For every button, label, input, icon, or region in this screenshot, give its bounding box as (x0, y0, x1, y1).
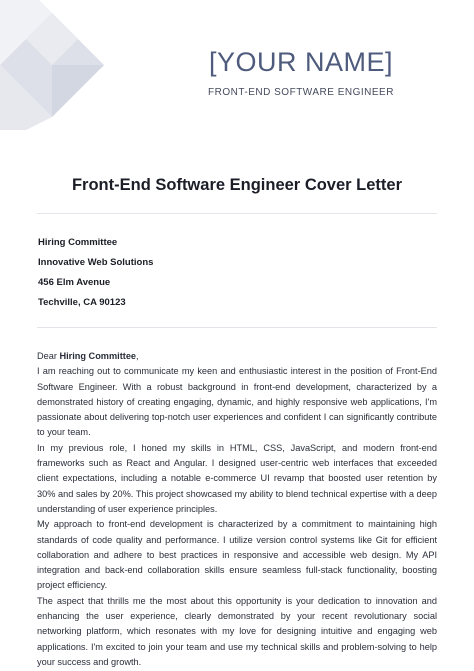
letter-body (37, 349, 437, 670)
salutation-name: Hiring Committee (59, 351, 137, 361)
recipient-street: 456 Elm Avenue (38, 277, 111, 288)
applicant-role: FRONT-END SOFTWARE ENGINEER (208, 87, 394, 98)
divider (37, 213, 437, 214)
salutation-prefix: Dear (37, 351, 60, 361)
recipient-name: Hiring Committee (38, 237, 118, 248)
decorative-diamond-pattern (0, 0, 115, 130)
page-title: Front-End Software Engineer Cover Letter (71, 176, 403, 194)
applicant-name: [YOUR NAME] (208, 47, 394, 77)
paragraph: The aspect that thrills me the most about this opportunity is your dedication to innovation and enhancing the user experience, clearly demonstrated by your recent revolutionary social networking platform, which resonates with my love for designing intuitive and engaging web applications. I'm excited to join your team and use my technical skills and problem-solving to help your success and growth. (37, 595, 437, 667)
paragraph: I am reaching out to communicate my keen and enthusiastic interest in the position of Front-End Software Engineer. With a robust background in front-end development, characterized by a demonstrated history of creating engaging, dynamic, and highly responsive web applications, I'm passionate about delivering top-notch user experiences and confident I can significantly contribute to your team. (37, 366, 437, 438)
divider (37, 327, 437, 328)
salutation-punctuation: , (136, 351, 139, 361)
recipient-city: Techville, CA 90123 (38, 297, 126, 308)
paragraph: My approach to front-end development is characterized by a commitment to maintaining high standards of code quality and performance. I utilize version control systems like Git for efficient collaboration and adhere to best practices in responsive and accessible web design. My API integration and back-end collaboration skills ensure seamless full-stack functionality, boosting project efficiency. (37, 519, 437, 591)
salutation (37, 349, 437, 364)
recipient-company: Innovative Web Solutions (38, 257, 154, 268)
paragraph: In my previous role, I honed my skills in HTML, CSS, JavaScript, and modern front-end frameworks such as React and Angular. I designed user-centric web interfaces that exceeded client expectations, including a notable e-commerce UI revamp that boosted user retention by 30% and sales by 20%. This project showcased my ability to blend technical expertise with a deep understanding of user experience principles. (37, 442, 437, 514)
